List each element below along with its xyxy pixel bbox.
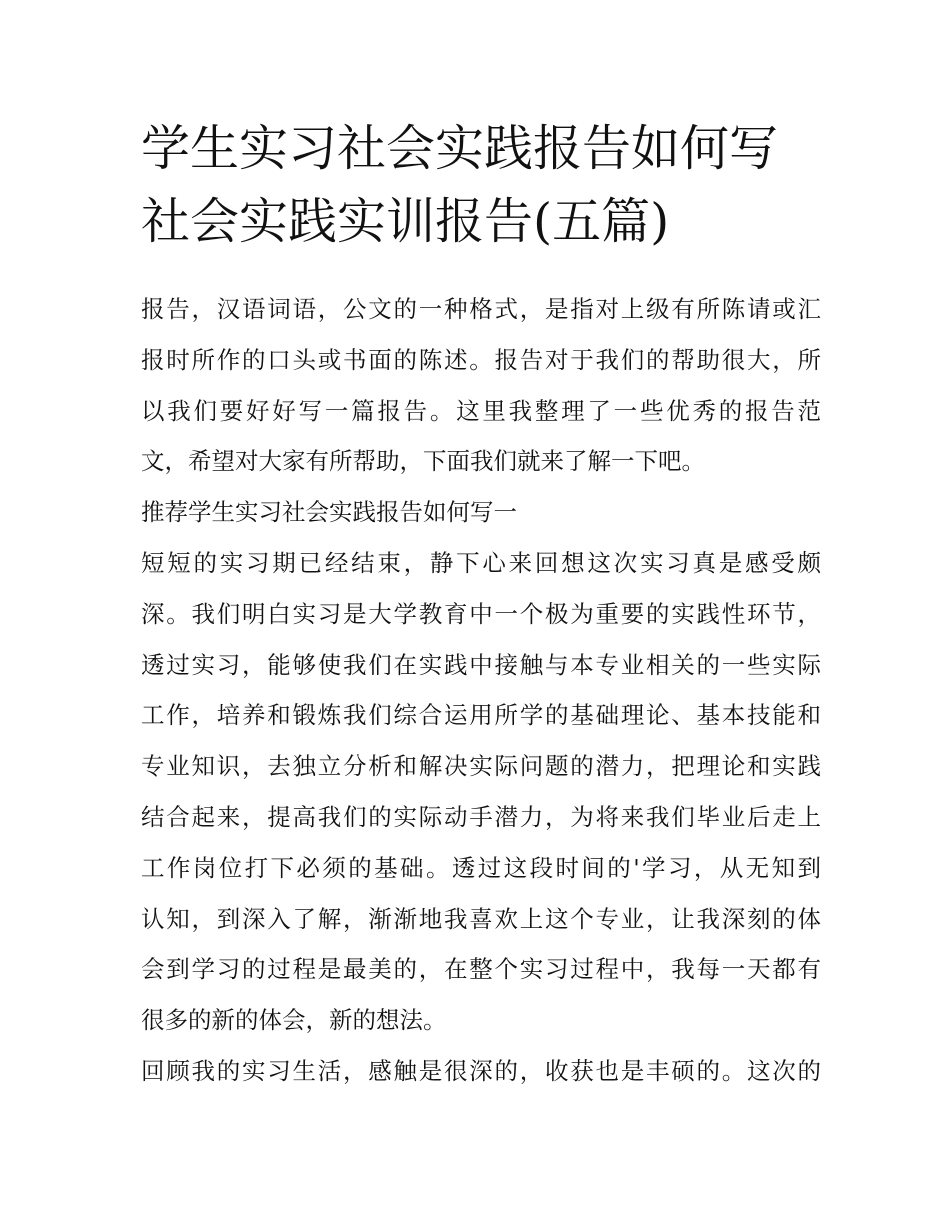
text-line: 以我们要好好写一篇报告。这里我整理了一些优秀的报告范 xyxy=(141,396,821,425)
title-line: 学生实习社会实践报告如何写 xyxy=(141,120,779,177)
text-line: 认知，到深入了解，渐渐地我喜欢上这个专业，让我深刻的体 xyxy=(141,904,821,933)
text-line: 工作，培养和锻炼我们综合运用所学的基础理论、基本技能和 xyxy=(141,701,821,730)
text-line: 回顾我的实习生活，感触是很深的，收获也是丰硕的。这次的 xyxy=(141,1056,821,1085)
text-line: 很多的新的体会，新的想法。 xyxy=(141,1006,447,1035)
text-line: 会到学习的过程是最美的，在整个实习过程中，我每一天都有 xyxy=(141,955,821,984)
text-line: 透过实习，能够使我们在实践中接触与本专业相关的一些实际 xyxy=(141,650,821,679)
body-paragraph xyxy=(141,1046,821,1097)
intro-paragraph xyxy=(141,284,821,487)
text-line: 报告，汉语词语，公文的一种格式，是指对上级有所陈请或汇 xyxy=(141,295,821,323)
title-line: 社会实践实训报告(五篇) xyxy=(141,193,670,250)
section-heading xyxy=(141,487,821,538)
document-content xyxy=(141,112,821,1097)
text-line: 文，希望对大家有所帮助，下面我们就来了解一下吧。 xyxy=(141,447,705,476)
document-body xyxy=(141,284,821,1097)
text-line: 结合起来，提高我们的实际动手潜力，为将来我们毕业后走上 xyxy=(141,802,821,831)
body-paragraph xyxy=(141,538,821,1046)
text-line: 报时所作的口头或书面的陈述。报告对于我们的帮助很大，所 xyxy=(141,345,821,374)
text-line: 推荐学生实习社会实践报告如何写一 xyxy=(141,498,517,527)
text-line: 工作岗位打下必须的基础。透过这段时间的'学习，从无知到 xyxy=(141,853,821,882)
document-title xyxy=(141,112,821,258)
text-line: 短短的实习期已经结束，静下心来回想这次实习真是感受颇 xyxy=(141,548,821,577)
text-line: 专业知识，去独立分析和解决实际问题的潜力，把理论和实践 xyxy=(141,752,821,781)
text-line: 深。我们明白实习是大学教育中一个极为重要的实践性环节， xyxy=(141,599,821,628)
